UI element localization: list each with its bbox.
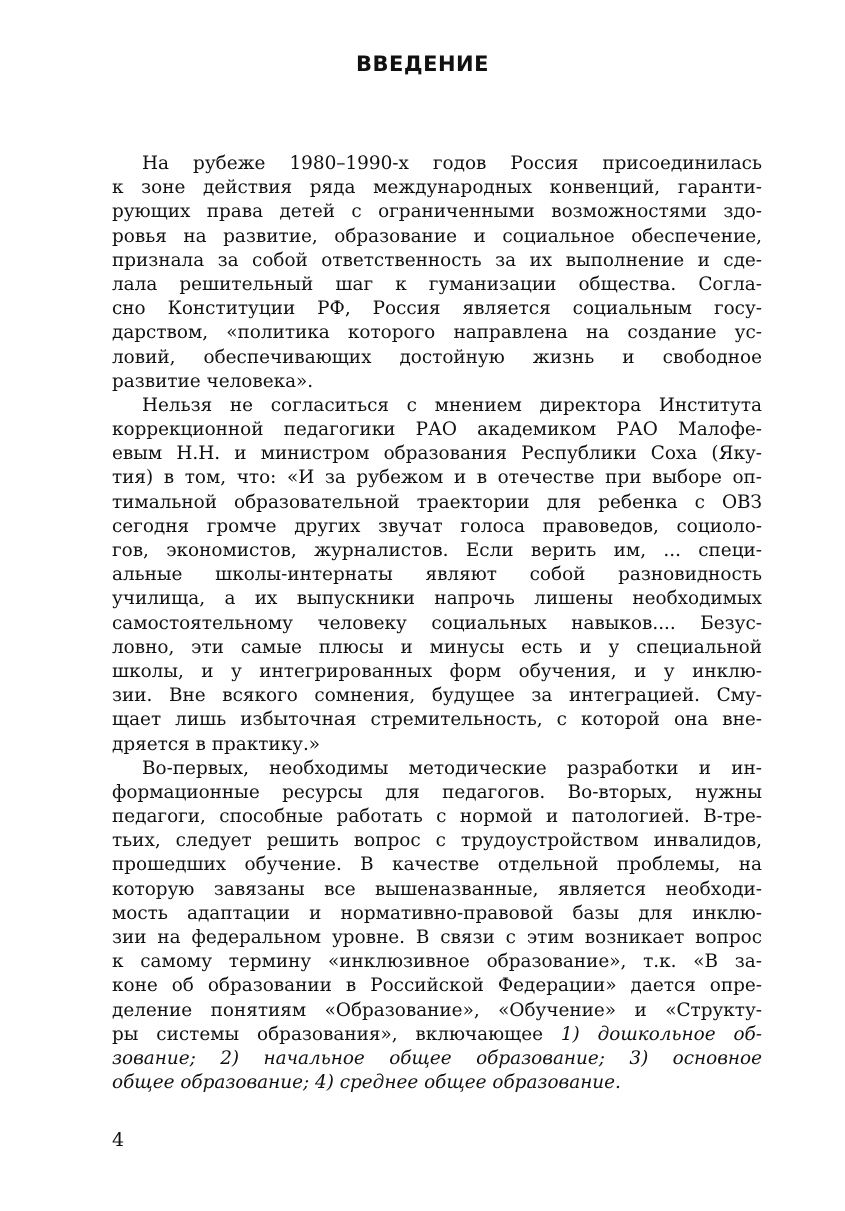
text-line: ловий, обеспечивающих достойную жизнь и свободное: [112, 346, 762, 368]
text-line: к самому термину «инклюзивное образование», т.к. «В за-: [112, 951, 762, 973]
text-line: зии на федеральном уровне. В связи с этим возникает вопрос: [112, 927, 762, 948]
text-line: ловно, эти самые плюсы и минусы есть и у специальной: [112, 636, 762, 658]
text-line: коне об образовании в Российской Федерации» дается опре-: [112, 975, 762, 997]
body-text: [112, 152, 762, 1095]
text-segment: ры системы образования», включающее: [112, 1023, 561, 1045]
text-line: тия) в том, что: «И за рубежом и в отечестве при выборе оп-: [112, 467, 762, 489]
text-line: Нельзя не согласиться с мнением директора Института: [142, 394, 762, 416]
italic-segment: 1) дошкольное об-: [560, 1023, 762, 1045]
text-line: формационные ресурсы для педагогов. Во-вторых, нужны: [112, 781, 762, 803]
text-line: общее образование; 4) среднее общее образование.: [112, 1072, 621, 1094]
text-line: Во-первых, необходимы методические разработки и ин-: [142, 757, 762, 779]
page-number: 4: [112, 1129, 125, 1151]
chapter-heading: ВВЕДЕНИЕ: [356, 52, 489, 76]
text-line: гов, экономистов, журналистов. Если верить им, ... специ-: [112, 540, 762, 561]
text-line: щает лишь избыточная стремительность, с которой она вне-: [112, 709, 762, 731]
text-line: тьих, следует решить вопрос с трудоустройством инвалидов,: [112, 830, 762, 852]
text-line: зии. Вне всякого сомнения, будущее за интеграцией. Сму-: [112, 685, 762, 707]
text-line: На рубеже 1980–1990-х годов Россия присоединилась: [142, 153, 762, 174]
text-line: школы, и у интегрированных форм обучения, и у инклю-: [112, 660, 762, 682]
text-line: дряется в практику.»: [112, 733, 321, 755]
text-line: тимальной образовательной траектории для ребенка с ОВЗ: [112, 491, 762, 513]
text-line: которую завязаны все вышеназванные, является необходи-: [112, 878, 762, 900]
text-line: самостоятельному человеку социальных навыков.... Безус-: [112, 612, 762, 634]
text-line: к зоне действия ряда международных конвенций, гаранти-: [112, 177, 762, 199]
text-line: училища, а их выпускники напрочь лишены необходимых: [112, 588, 762, 610]
text-line: сно Конституции РФ, Россия является социальным госу-: [112, 298, 762, 320]
text-line: мость адаптации и нормативно-правовой базы для инклю-: [112, 902, 762, 924]
text-line: прошедших обучение. В качестве отдельной проблемы, на: [112, 854, 762, 876]
text-line: деление понятиям «Образование», «Обучение» и «Структу-: [112, 999, 762, 1021]
text-line: признала за собой ответственность за их выполнение и сде-: [112, 249, 762, 271]
text-line: зование; 2) начальное общее образование; 3) основное: [112, 1047, 762, 1069]
text-line: ровья на развитие, образование и социальное обеспечение,: [112, 225, 762, 247]
text-line: евым Н.Н. и министром образования Республики Соха (Яку-: [112, 443, 762, 465]
text-line: коррекционной педагогики РАО академиком РАО Малофе-: [112, 419, 762, 441]
text-line: альные школы-интернаты являют собой разновидность: [112, 564, 762, 586]
text-line: развитие человека».: [112, 370, 314, 392]
text-line: педагоги, способные работать с нормой и патологией. В-тре-: [112, 806, 762, 828]
text-line: рующих права детей с ограниченными возможностями здо-: [112, 201, 762, 223]
text-line-mixed: [112, 1023, 762, 1047]
text-line: дарством, «политика которого направлена на создание ус-: [112, 322, 762, 344]
text-line: сегодня громче других звучат голоса правоведов, социоло-: [112, 515, 762, 537]
text-line: лала решительный шаг к гуманизации общества. Согла-: [112, 273, 762, 295]
